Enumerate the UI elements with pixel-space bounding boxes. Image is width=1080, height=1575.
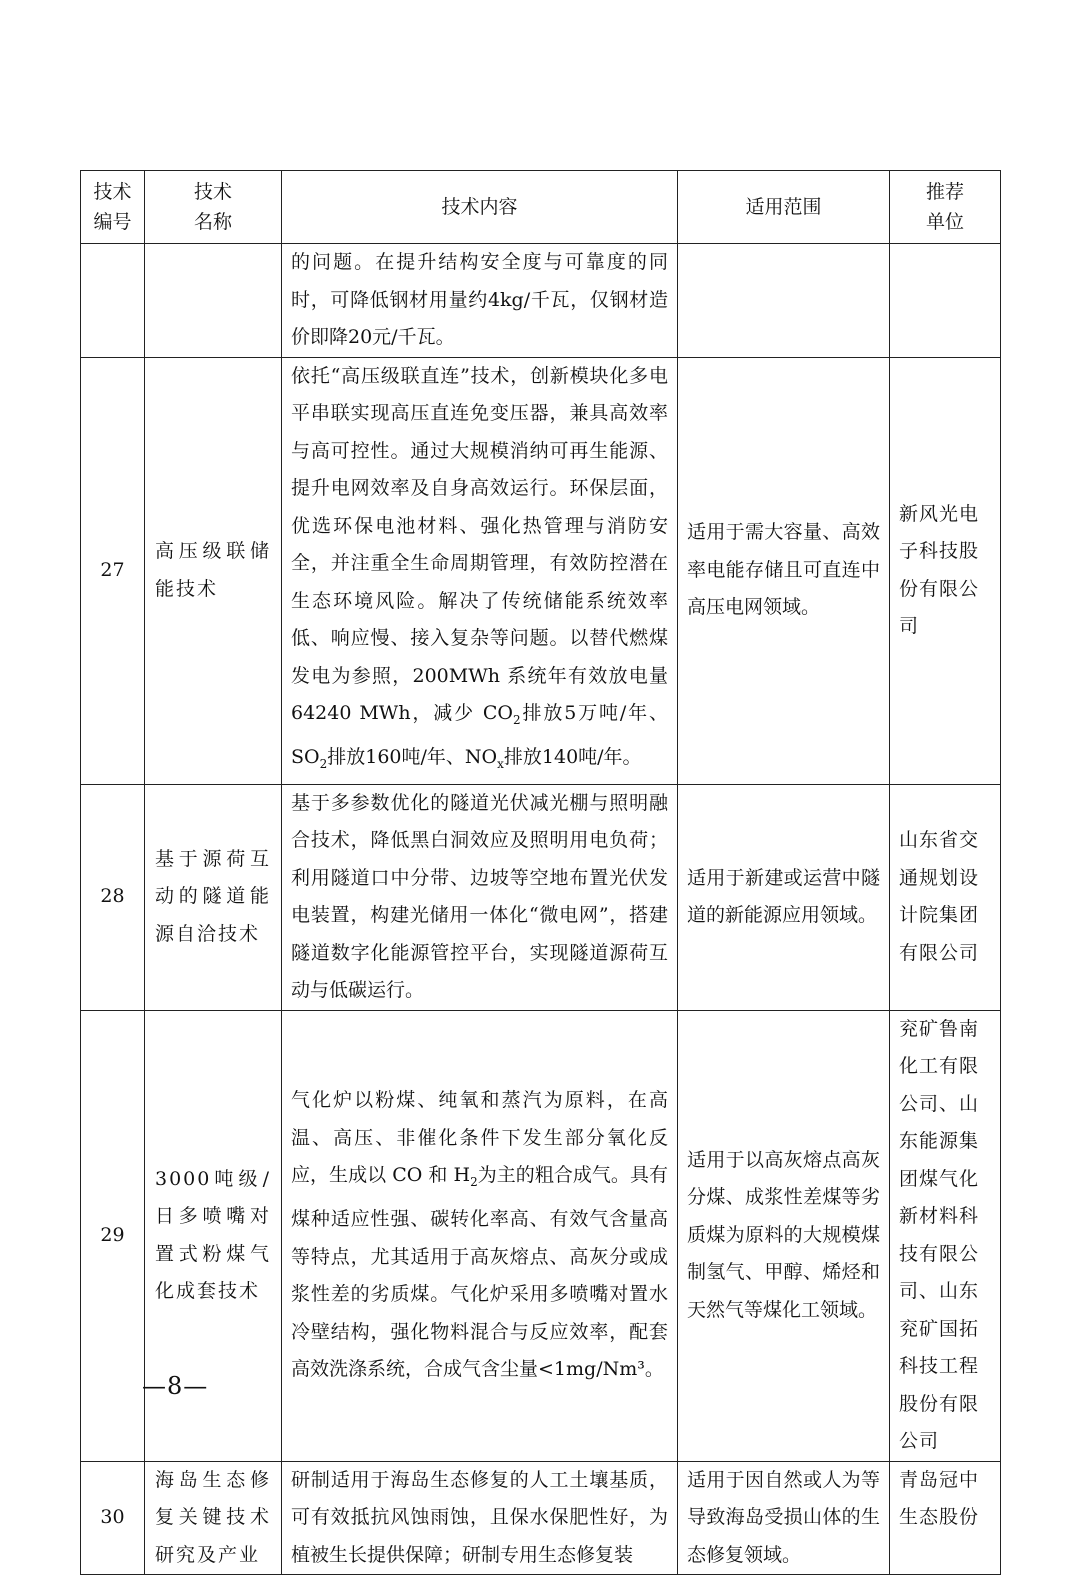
tech-name-cell: 高压级联储能技术 bbox=[145, 357, 282, 784]
unit-cell bbox=[890, 244, 1001, 358]
tech-no-cell: 30 bbox=[81, 1461, 145, 1575]
subscript: 2 bbox=[513, 712, 521, 727]
table-row bbox=[81, 357, 1001, 784]
header-tech-content: 技术内容 bbox=[282, 171, 678, 244]
table-row bbox=[81, 1461, 1001, 1575]
header-tech-no: 技术 编号 bbox=[81, 171, 145, 244]
subscript: 2 bbox=[470, 1174, 478, 1189]
table-row bbox=[81, 244, 1001, 358]
scope-cell: 适用于新建或运营中隧道的新能源应用领域。 bbox=[678, 784, 890, 1010]
header-scope: 适用范围 bbox=[678, 171, 890, 244]
tech-content-cell bbox=[282, 1010, 678, 1461]
content-text: 依托“高压级联直连”技术，创新模块化多电平串联实现高压直连免变压器，兼具高效率与高可控性。通过大规模消纳可再生能源、提升电网效率及自身高效运行。环保层面，优选环保电池材料、强化热管理与消防安全，并注重全生命周期管理，有效防控潜在生态环境风险。解决了传统储能系统效率低、响应慢、接入复杂等问题。以替代燃煤发电为参照，200MWh 系统年有效放电量64240 MWh，减少 CO bbox=[291, 364, 668, 724]
tech-name-cell bbox=[145, 244, 282, 358]
unit-cell: 山东省交通规划设计院集团有限公司 bbox=[890, 784, 1001, 1010]
content-text: 气化炉以粉煤、纯氧和蒸汽为原料，在高温、高压、非催化条件下发生部分氧化反应，生成以 CO 和 H bbox=[291, 1089, 668, 1187]
content-text: 排放160吨/年、NO bbox=[327, 746, 498, 769]
table-row bbox=[81, 1010, 1001, 1461]
scope-cell: 适用于因自然或人为等导致海岛受损山体的生态修复领域。 bbox=[678, 1461, 890, 1575]
content-text: 排放5万吨/年、SO bbox=[291, 702, 668, 769]
tech-content-cell bbox=[282, 357, 678, 784]
scope-text: 适用于需大容量、高效率电能存储且可直连中高压电网领域。 bbox=[687, 521, 880, 619]
tech-no-cell: 27 bbox=[81, 357, 145, 784]
table-header-row bbox=[81, 171, 1001, 244]
content-text: 排放140吨/年。 bbox=[503, 746, 642, 769]
tech-no-cell: 28 bbox=[81, 784, 145, 1010]
tech-name-cell: 3000吨级/日多喷嘴对置式粉煤气化成套技术 bbox=[145, 1010, 282, 1461]
tech-name-cell: 基于源荷互动的隧道能源自洽技术 bbox=[145, 784, 282, 1010]
tech-no-cell: 29 bbox=[81, 1010, 145, 1461]
table-row bbox=[81, 784, 1001, 1010]
scope-cell: 适用于以高灰熔点高灰分煤、成浆性差煤等劣质煤为原料的大规模煤制氢气、甲醇、烯烃和天然气等煤化工领域。 bbox=[678, 1010, 890, 1461]
page-number: —8— bbox=[142, 1372, 209, 1400]
tech-content-cell: 的问题。在提升结构安全度与可靠度的同时，可降低钢材用量约4kg/千瓦，仅钢材造价即降20元/千瓦。 bbox=[282, 244, 678, 358]
scope-cell bbox=[678, 244, 890, 358]
tech-no-cell bbox=[81, 244, 145, 358]
unit-cell: 新风光电子科技股份有限公司 bbox=[890, 357, 1001, 784]
content-text: 为主的粗合成气。具有煤种适应性强、碳转化率高、有效气含量高等特点，尤其适用于高灰熔点、高灰分或成浆性差的劣质煤。气化炉采用多喷嘴对置水冷壁结构，强化物料混合与反应效率，配套高效洗涤系统，合成气含尘量<1mg/Nm³。 bbox=[291, 1164, 668, 1381]
header-recommend-unit: 推荐 单位 bbox=[890, 171, 1001, 244]
subscript: x bbox=[497, 757, 504, 772]
tech-name-cell: 海岛生态修复关键技术研究及产业 bbox=[145, 1461, 282, 1575]
scope-cell bbox=[678, 357, 890, 784]
tech-content-cell: 研制适用于海岛生态修复的人工土壤基质，可有效抵抗风蚀雨蚀，且保水保肥性好，为植被生长提供保障；研制专用生态修复装 bbox=[282, 1461, 678, 1575]
unit-cell: 青岛冠中生态股份 bbox=[890, 1461, 1001, 1575]
subscript: 2 bbox=[319, 757, 328, 772]
tech-content-cell: 基于多参数优化的隧道光伏减光棚与照明融合技术，降低黑白洞效应及照明用电负荷；利用隧道口中分带、边坡等空地布置光伏发电装置，构建光储用一体化“微电网”，搭建隧道数字化能源管控平台，实现隧道源荷互动与低碳运行。 bbox=[282, 784, 678, 1010]
unit-cell: 兖矿鲁南化工有限公司、山东能源集团煤气化新材料科技有限公司、山东兖矿国拓科技工程股份有限公司 bbox=[890, 1010, 1001, 1461]
technology-table bbox=[80, 170, 1001, 1575]
header-tech-name: 技术 名称 bbox=[145, 171, 282, 244]
